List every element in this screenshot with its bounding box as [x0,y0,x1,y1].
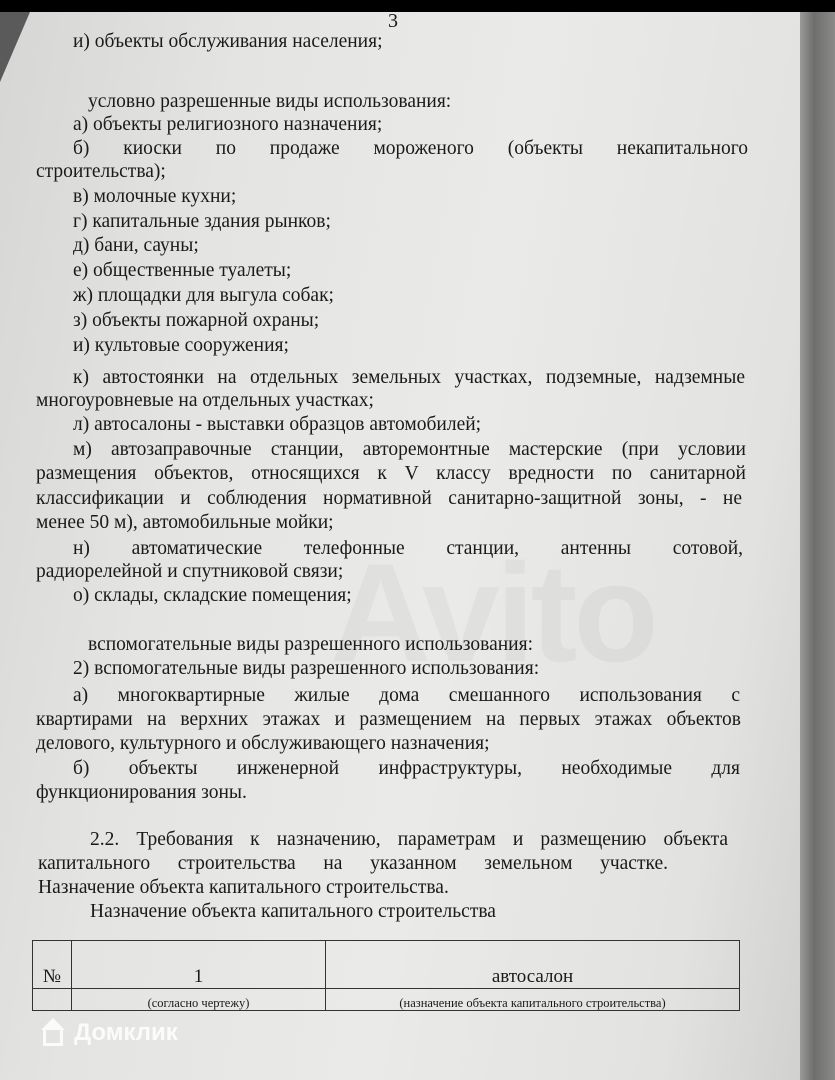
text-line: д) бани, сауны; [73,235,199,256]
object-purpose-table [32,940,740,1011]
text-line: и) объекты обслуживания населения; [73,31,383,52]
text-line: многоуровневые на отдельных участках; [36,390,374,411]
table-object-number: 1 [72,941,326,989]
text-line: делового, культурного и обслуживающего назначения; [36,733,490,754]
text-line: о) склады, складские помещения; [73,585,352,606]
text-line: а) многоквартирные жилые дома смешанного использования с [73,685,740,706]
text-line: н) автоматические телефонные станции, антенны сотовой, [73,538,743,559]
text-line: строительства); [36,161,166,182]
section-heading: 2.2. Требования к назначению, параметрам и размещению объекта [90,829,728,850]
text-line: Назначение объекта капитального строительства [90,901,496,922]
page-edge-shadow [800,12,835,1080]
text-line: вспомогательные виды разрешенного использования: [88,634,533,655]
text-line: радиорелейной и спутниковой связи; [36,561,344,582]
table-number-label: № [33,941,72,989]
text-line: а) объекты религиозного назначения; [73,114,383,135]
domclick-house-icon [38,1018,68,1048]
domclick-watermark [38,1018,178,1048]
text-line: е) общественные туалеты; [73,260,292,281]
text-line: б) киоски по продаже мороженого (объекты некапитального [73,138,748,159]
table-number-caption: (согласно чертежу) [72,989,326,1011]
text-line: функционирования зоны. [36,782,247,803]
text-line: в) молочные кухни; [73,186,237,207]
text-line: квартирами на верхних этажах и размещением на первых этажах объектов [36,709,741,730]
text-line: размещения объектов, относящихся к V классу вредности по санитарной [36,463,746,484]
watermark-text: Домклик [74,1019,178,1046]
text-line: и) культовые сооружения; [73,335,289,356]
text-line: капитального строительства на указанном земельном участке. [38,853,668,874]
text-line: Назначение объекта капитального строительства. [38,877,449,898]
text-line: ж) площадки для выгула собак; [73,285,334,306]
text-line: з) объекты пожарной охраны; [73,310,320,331]
text-line: м) автозаправочные станции, авторемонтные мастерские (при условии [73,439,746,460]
text-line: л) автосалоны - выставки образцов автомобилей; [73,414,482,435]
page-number: 3 [388,10,398,32]
table-purpose-caption: (назначение объекта капитального строительства) [326,989,740,1011]
text-line: к) автостоянки на отдельных земельных участках, подземные, надземные [73,367,745,388]
text-line: менее 50 м), автомобильные мойки; [36,512,334,533]
text-line: г) капитальные здания рынков; [73,211,331,232]
top-black-bar [0,0,835,12]
text-line: условно разрешенные виды использования: [88,91,452,112]
text-line: классификации и соблюдения нормативной санитарно-защитной зоны, - не [36,488,742,509]
text-line: 2) вспомогательные виды разрешенного использования: [73,658,540,679]
text-line: б) объекты инженерной инфраструктуры, необходимые для [73,758,740,779]
table-object-purpose: автосалон [326,941,740,989]
